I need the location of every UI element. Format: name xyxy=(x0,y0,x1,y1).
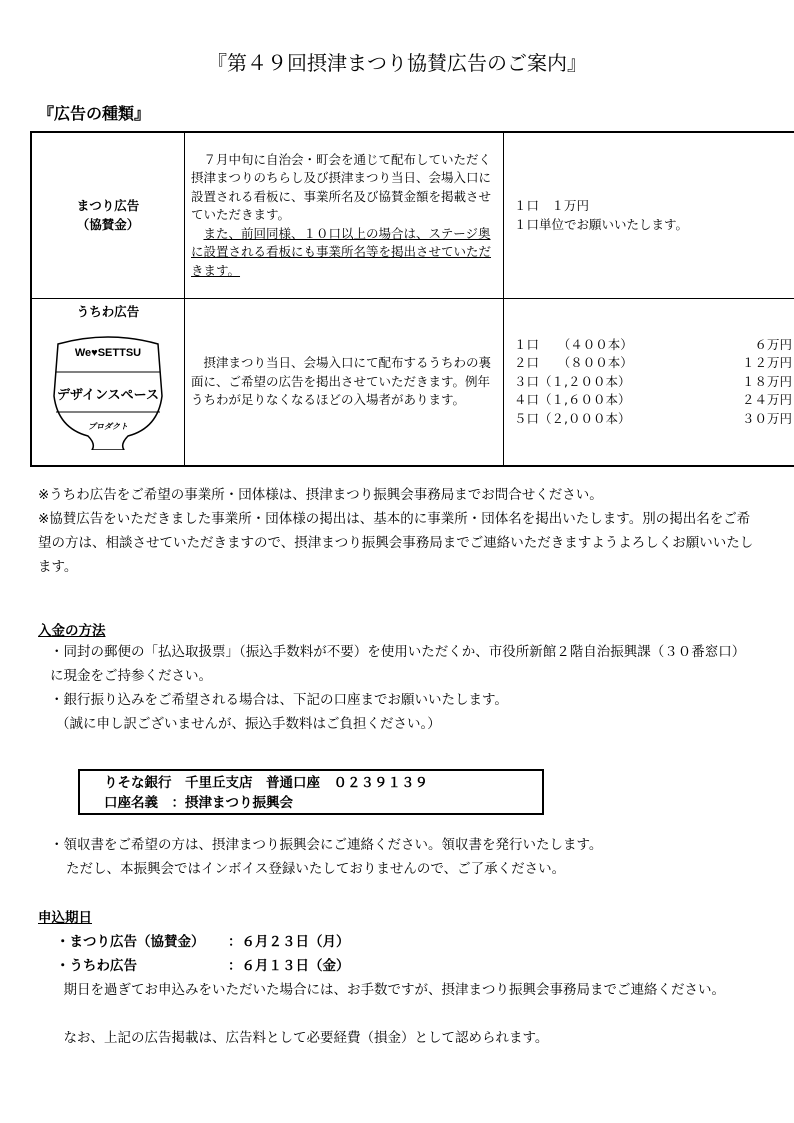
table-row xyxy=(31,132,794,299)
price-value: １２万円 xyxy=(741,355,792,371)
deadline-list xyxy=(56,930,350,978)
price-row xyxy=(514,354,792,373)
ad-description-underlined: また、前回同様、１０口以上の場合は、ステージ奥に設置される看板にも事業所名等を掲出させていただきます。 xyxy=(191,225,492,278)
uchiwa-fan-illustration xyxy=(48,326,168,450)
late-application-note: 期日を過ぎてお申込みをいただいた場合には、お手数ですが、摂津まつり振興会事務局までご連絡ください。 xyxy=(63,982,725,998)
price-value: ２４万円 xyxy=(741,392,792,408)
price-units: ３口（１,２００本） xyxy=(514,373,631,389)
deadline-date: ：６月１３日（金） xyxy=(228,958,350,974)
ad-description: ７月中旬に自治会・町会を通じて配布していただく摂津まつりのちらし及び摂津まつり当日、会場入口に設置される看板に、事業所名及び協賛金額を掲載させていただきます。 xyxy=(191,151,492,223)
ad-description-cell xyxy=(185,132,504,299)
price-note: １口単位でお願いいたします。 xyxy=(514,216,689,232)
ad-types-heading: 『広告の種類』 xyxy=(38,104,151,123)
price-units: ２口 （８００本） xyxy=(514,355,633,371)
ad-name: まつり広告 xyxy=(76,198,140,213)
price-row xyxy=(514,336,792,355)
fan-bottom-text: プロダクト xyxy=(88,421,128,431)
note-sponsor-display: ※協賛広告をいただきました事業所・団体様の掲出は、基本的に事業所・団体名を掲出いたします。別の掲出名をご希望の方は、相談させていただきますので、摂津まつり振興会事務局までご連絡いただきますようよろしくお願いいたします。 xyxy=(38,511,754,575)
fan-middle-text: デザインスペース xyxy=(56,387,160,403)
ad-description: 摂津まつり当日、会場入口にて配布するうちわの裏面に、ご希望の広告を掲出させていただきます。例年うちわが足りなくなるほどの入場者があります。 xyxy=(191,355,492,408)
fan-top-text: We♥SETTSU xyxy=(74,346,142,359)
ad-price-cell xyxy=(504,299,794,467)
price-value: １８万円 xyxy=(741,373,792,389)
payment-option-postal: ・同封の郵便の「払込取扱票」（振込手数料が不要）を使用いただくか、市役所新館２階自治振興課（３０番窓口）に現金をご持参ください。 xyxy=(50,644,746,684)
bank-account: りそな銀行 千里丘支店 普通口座 ０２３９１３９ xyxy=(104,775,428,791)
invoice-note: ただし、本振興会ではインボイス登録いたしておりませんので、ご了承ください。 xyxy=(66,861,566,877)
payment-heading: 入金の方法 xyxy=(38,623,106,639)
receipt-note: ・領収書をご希望の方は、摂津まつり振興会にご連絡ください。領収書を発行いたします。 xyxy=(50,837,603,853)
table-row xyxy=(31,299,794,467)
ad-name: うちわ広告 xyxy=(76,304,140,319)
price-units: １口 （４００本） xyxy=(514,336,633,352)
deadline-label: ・うちわ広告 xyxy=(56,958,137,974)
page-title: 『第４９回摂津まつり協賛広告のご案内』 xyxy=(207,51,587,75)
ad-name-sub: （協賛金） xyxy=(76,216,140,232)
price-line: １口 １万円 xyxy=(514,198,590,213)
price-row xyxy=(514,373,792,392)
deadline-item xyxy=(56,930,350,954)
bank-account-box xyxy=(78,769,544,815)
note-fan-inquiry: ※うちわ広告をご希望の事業所・団体様は、摂津まつり振興会事務局までお問合せください。 xyxy=(38,487,603,503)
ad-description-cell xyxy=(185,299,504,467)
tax-note: なお、上記の広告掲載は、広告料として必要経費（損金）として認められます。 xyxy=(63,1030,549,1046)
payment-fee-note: （誠に申し訳ございませんが、振込手数料はご負担ください。） xyxy=(56,716,441,732)
price-value: ３０万円 xyxy=(741,410,792,426)
price-row xyxy=(514,410,792,429)
price-list xyxy=(514,336,792,429)
price-units: ５口（２,０００本） xyxy=(514,410,631,426)
price-value: ６万円 xyxy=(754,336,792,352)
deadline-label: ・まつり広告（協賛金） xyxy=(56,934,205,950)
account-holder: 口座名義 ：摂津まつり振興会 xyxy=(104,795,293,811)
ad-name-cell xyxy=(31,299,185,467)
ad-types-table xyxy=(30,131,794,467)
price-row xyxy=(514,391,792,410)
ad-name-cell xyxy=(31,132,185,299)
deadline-heading: 申込期日 xyxy=(38,910,92,926)
deadline-date: ：６月２３日（月） xyxy=(228,934,350,950)
price-units: ４口（１,６００本） xyxy=(514,392,631,408)
deadline-item xyxy=(56,954,350,978)
ad-price-cell xyxy=(504,132,794,299)
payment-option-bank: ・銀行振り込みをご希望される場合は、下記の口座までお願いいたします。 xyxy=(50,692,508,708)
